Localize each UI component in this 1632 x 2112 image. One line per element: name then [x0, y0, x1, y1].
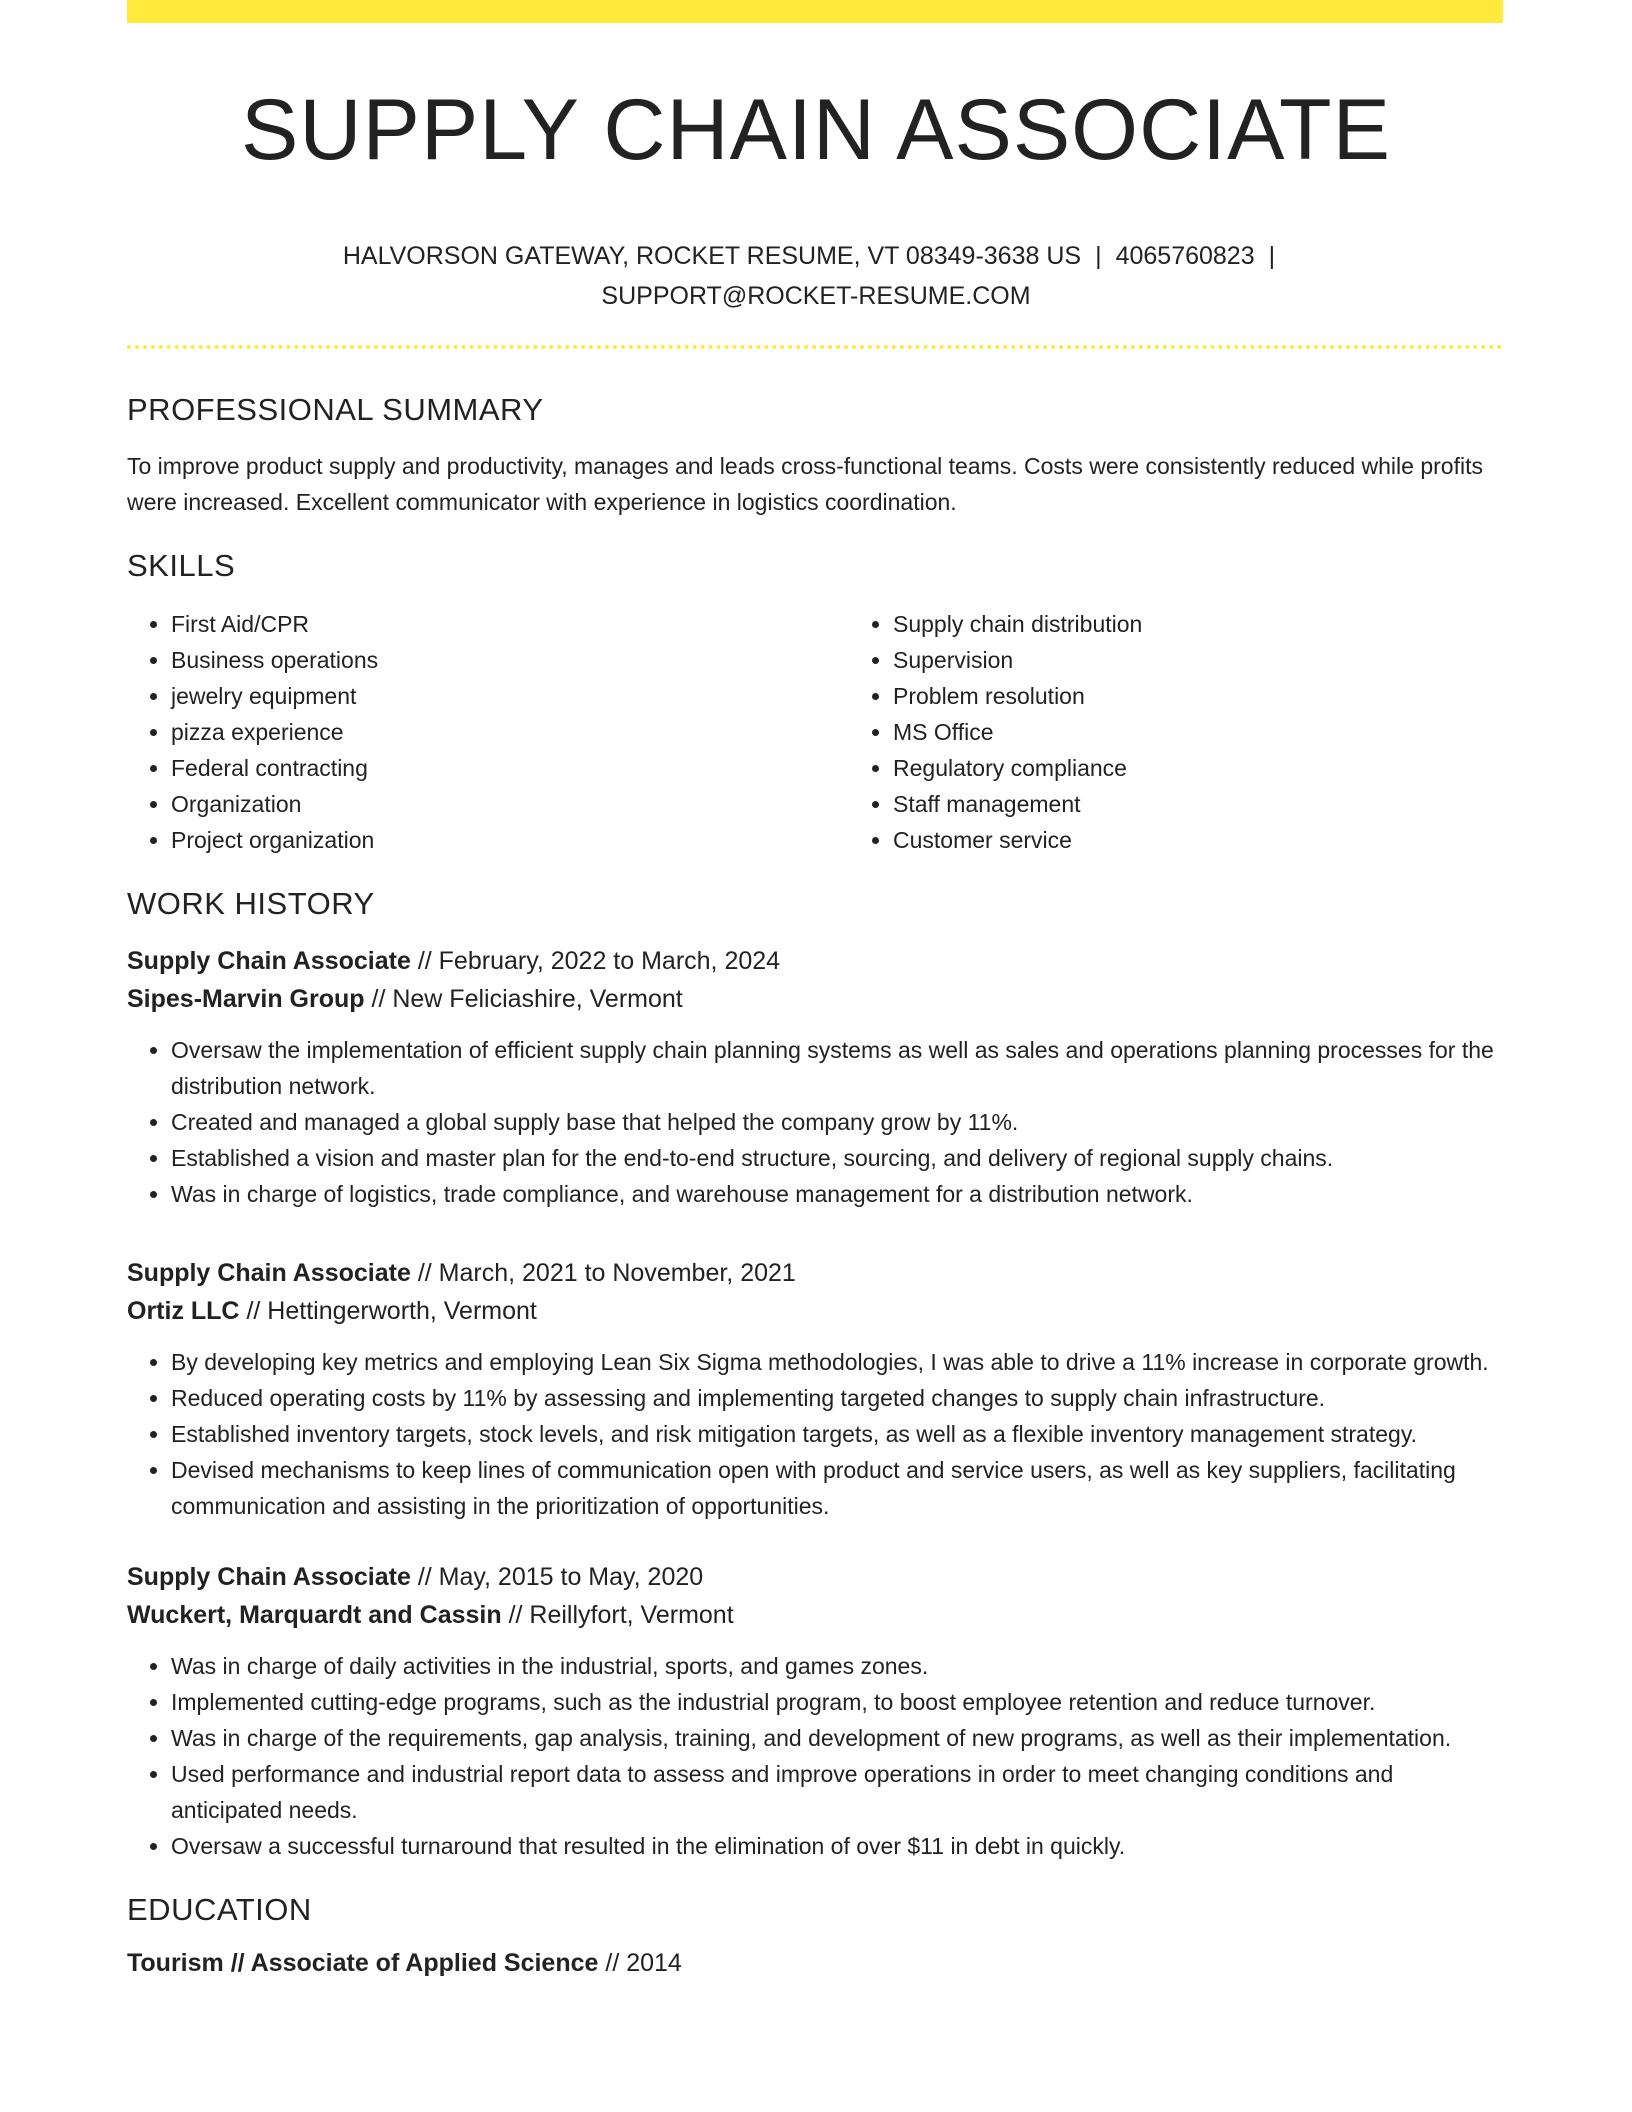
job-dates: // March, 2021 to November, 2021 [417, 1259, 796, 1287]
skill-item: • Federal contracting [171, 750, 849, 786]
skills-heading: SKILLS [127, 548, 236, 583]
job-location: // New Feliciashire, Vermont [371, 985, 683, 1013]
job-title: Supply Chain Associate [127, 1563, 411, 1591]
job-bullet: • Devised mechanisms to keep lines of communication open with product and service users, as well as key suppliers, facilitating communication and assisting in the prioritization of opportunities. [171, 1452, 1503, 1524]
job-bullet: • Used performance and industrial report data to assess and improve operations in order to meet changing conditions and anticipated needs. [171, 1756, 1503, 1828]
education-year: // 2014 [605, 1949, 682, 1977]
job-dates: // February, 2022 to March, 2024 [417, 947, 781, 975]
skill-item: • Project organization [171, 822, 849, 858]
skills-column-right [849, 606, 1571, 858]
job-bullet: • Established a vision and master plan for the end-to-end structure, sourcing, and delivery of regional supply chains. [171, 1140, 1503, 1176]
page-title: SUPPLY CHAIN ASSOCIATE [241, 82, 1391, 178]
skill-item: • Organization [171, 786, 849, 822]
skill-item: • jewelry equipment [171, 678, 849, 714]
skill-item: • First Aid/CPR [171, 606, 849, 642]
skill-item: • Staff management [893, 786, 1571, 822]
resume-content [127, 390, 1503, 1982]
job-bullet: • Oversaw the implementation of efficient supply chain planning systems as well as sales and operations planning processes for the distribution network. [171, 1032, 1503, 1104]
skills-column-left [127, 606, 849, 858]
job-title: Supply Chain Associate [127, 1259, 411, 1287]
job-bullet: • Created and managed a global supply base that helped the company grow by 11%. [171, 1104, 1503, 1140]
job-bullet: • Was in charge of the requirements, gap analysis, training, and development of new programs, as well as their implementation. [171, 1720, 1503, 1756]
job-dates: // May, 2015 to May, 2020 [417, 1563, 704, 1591]
job-company-line [127, 1292, 1503, 1330]
summary-heading: PROFESSIONAL SUMMARY [127, 392, 544, 427]
dotted-divider [127, 345, 1503, 349]
skill-item: • pizza experience [171, 714, 849, 750]
skill-item: • Customer service [893, 822, 1571, 858]
skills-list [127, 606, 1503, 858]
job-bullet: • Established inventory targets, stock levels, and risk mitigation targets, as well as a flexible inventory management strategy. [171, 1416, 1503, 1452]
job-company: Sipes-Marvin Group [127, 985, 365, 1013]
job-company: Ortiz LLC [127, 1297, 240, 1325]
job-entry [127, 1558, 1503, 1864]
job-title-line [127, 1254, 1503, 1292]
skill-item: • Supervision [893, 642, 1571, 678]
job-bullets [127, 1648, 1503, 1864]
job-company-line [127, 1596, 1503, 1634]
job-title: Supply Chain Associate [127, 947, 411, 975]
job-entry [127, 1254, 1503, 1524]
job-bullet: • Was in charge of logistics, trade compliance, and warehouse management for a distribution network. [171, 1176, 1503, 1212]
job-title-line [127, 1558, 1503, 1596]
education-degree: Tourism // Associate of Applied Science [127, 1949, 599, 1977]
job-bullets [127, 1032, 1503, 1212]
job-bullet: • Reduced operating costs by 11% by assessing and implementing targeted changes to supply chain infrastructure. [171, 1380, 1503, 1416]
skill-item: • Supply chain distribution [893, 606, 1571, 642]
education-entry [127, 1944, 1503, 1982]
contact-phone: 4065760823 [1115, 242, 1255, 270]
job-location: // Reillyfort, Vermont [508, 1601, 734, 1629]
contact-email: SUPPORT@ROCKET-RESUME.COM [601, 282, 1031, 310]
work-history-heading: WORK HISTORY [127, 886, 375, 921]
summary-text: To improve product supply and productivity, manages and leads cross-functional teams. Costs were consistently reduced while profits were increased. Excellent communicator with experience in logistics coordination. [127, 453, 1483, 515]
education-heading: EDUCATION [127, 1892, 312, 1927]
accent-top-bar [127, 0, 1503, 23]
job-bullet: • By developing key metrics and employing Lean Six Sigma methodologies, I was able to drive a 11% increase in corporate growth. [171, 1344, 1503, 1380]
contact-address: HALVORSON GATEWAY, ROCKET RESUME, VT 08349-3638 US [342, 242, 1082, 270]
job-location: // Hettingerworth, Vermont [246, 1297, 537, 1325]
contact-separator: | [1268, 242, 1276, 270]
job-entry [127, 942, 1503, 1212]
contact-separator: | [1095, 242, 1102, 270]
skill-item: • Regulatory compliance [893, 750, 1571, 786]
job-bullet: • Implemented cutting-edge programs, such as the industrial program, to boost employee retention and reduce turnover. [171, 1684, 1503, 1720]
job-title-line [127, 942, 1503, 980]
job-bullet: • Oversaw a successful turnaround that resulted in the elimination of over $11 in debt in quickly. [171, 1828, 1503, 1864]
skill-item: • Problem resolution [893, 678, 1571, 714]
job-bullets [127, 1344, 1503, 1524]
job-company-line [127, 980, 1503, 1018]
skill-item: • Business operations [171, 642, 849, 678]
job-bullet: • Was in charge of daily activities in the industrial, sports, and games zones. [171, 1648, 1503, 1684]
job-company: Wuckert, Marquardt and Cassin [127, 1601, 502, 1629]
contact-info [0, 236, 1632, 316]
skill-item: • MS Office [893, 714, 1571, 750]
